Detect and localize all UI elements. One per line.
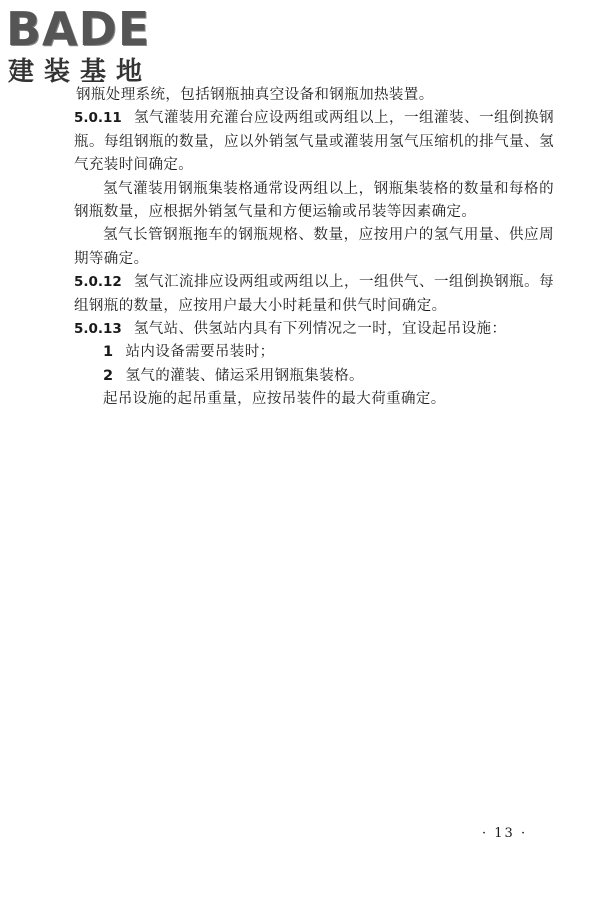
list-item-text: 氢气的灌装、储运采用钢瓶集装格。 [125,367,364,384]
logo-subtitle: 建装基地 [8,57,153,87]
logo-wordmark: BADE [6,2,151,56]
clause-5-0-13-closing: 起吊设施的起吊重量，应按吊装件的最大荷重确定。 [103,391,446,408]
clause-5-0-11-paragraph-2: 氢气灌装用钢瓶集装格通常设两组以上，钢瓶集装格的数量和每格的钢瓶数量，应根据外销氢气量和方便运输或吊装等因素确定。 [74,180,554,221]
clause-number: 5.0.13 [74,321,122,338]
clause-5-0-11 [74,107,554,177]
list-item [74,341,554,364]
clause-text: 氢气汇流排应设两组或两组以上，一组供气、一组倒换钢瓶。每组钢瓶的数量，应按用户最大小时耗量和供气时间确定。 [74,274,554,314]
list-item-number: 1 [103,344,114,361]
clause-number: 5.0.12 [74,274,122,291]
clause-number: 5.0.11 [74,110,122,127]
list-item-text: 站内设备需要吊装时； [125,344,275,361]
clause-5-0-11-paragraph-3: 氢气长管钢瓶拖车的钢瓶规格、数量，应按用户的氢气用量、供应周期等确定。 [74,227,554,267]
list-item-number: 2 [103,367,114,384]
continuation-line: 钢瓶处理系统，包括钢瓶抽真空设备和钢瓶加热装置。 [76,87,434,103]
body-text [74,84,554,412]
clause-text: 氢气站、供氢站内具有下列情况之一时，宜设起吊设施： [133,321,507,338]
list-item [74,365,554,388]
clause-5-0-13 [74,318,554,341]
clause-5-0-12 [74,271,554,318]
page-number: · 13 · [482,826,528,841]
bade-logo [6,4,176,92]
clause-text: 氢气灌装用充灌台应设两组或两组以上，一组灌装、一组倒换钢瓶。每组钢瓶的数量，应以外销氢气量或灌装用氢气压缩机的排气量、氢气充装时间确定。 [74,110,554,174]
